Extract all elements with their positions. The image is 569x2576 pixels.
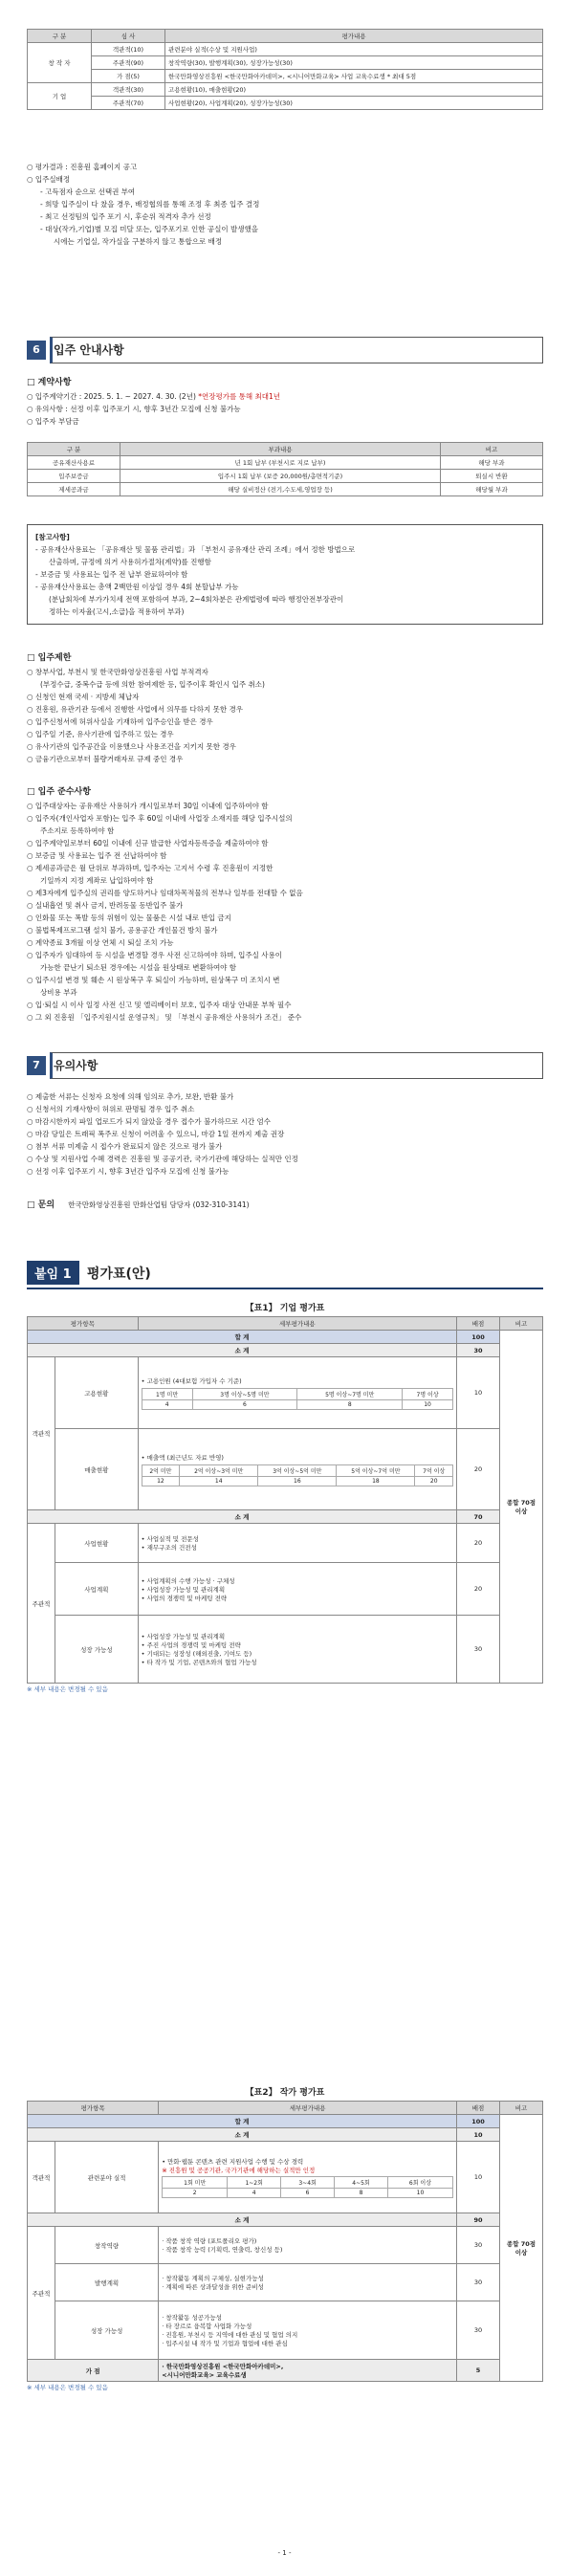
item-desc: • 고용인원 (4대보험 가입자 수 기준) [141, 1376, 242, 1385]
subtotal-score: 10 [457, 2128, 500, 2142]
category-label: 주관적 [28, 1524, 55, 1684]
score-grid [162, 2176, 453, 2198]
item-max: 10 [457, 2142, 500, 2213]
item-desc: • 매출액 (최근년도 자료 반영) [141, 1453, 224, 1462]
group-cell: 기 업 [28, 83, 92, 110]
content-cell: 사업현황(20), 사업계획(20), 성장가능성(30) [165, 97, 543, 110]
item-desc: • 사업성장 가능성 및 관리계획 [141, 1633, 226, 1640]
annex-title: 평가표(안) [86, 1266, 151, 1282]
col-header: 평가항목 [28, 1317, 139, 1331]
score-range: 3~4회 [281, 2176, 335, 2188]
score-range: 3억 이상~5억 미만 [258, 1464, 337, 1476]
restrict-line: ○ 입주일 기준, 유사기관에 입주하고 있는 경우 [27, 730, 174, 738]
fee-table [27, 442, 543, 496]
subtotal-label: 소 계 [28, 2128, 457, 2142]
item-max: 30 [457, 2227, 500, 2264]
score-range: 3명 이상~5명 미만 [192, 1388, 297, 1399]
type-cell: 주관적(70) [92, 97, 165, 110]
fee-cell: 해당 실비정산 (전기,수도세,영업장 등) [120, 483, 441, 496]
total-label: 합 계 [28, 2115, 457, 2128]
restrict-line: ○ 유사기관의 입주공간을 이용했으나 사용조건을 지키지 못한 경우 [27, 742, 236, 751]
reference-line: - 공유재산사용료는 「공유재산 및 물품 관리법」과 「부천시 공유재산 관리 조례」에서 정한 방법으로 [35, 545, 356, 554]
process-line: - 희망 입주실이 다 찼을 경우, 배정협의를 통해 조정 후 최종 입주 결정 [40, 200, 260, 209]
score-value: 8 [335, 2188, 388, 2197]
comply-line: ○ 입주시설 변경 및 훼손 시 원상복구 후 퇴실이 가능하며, 원상복구 미 조치시 변 [27, 976, 280, 984]
type-cell: 객관적(10) [92, 43, 165, 56]
col-header: 비고 [500, 1317, 543, 1331]
group-cell: 창 작 자 [28, 43, 92, 83]
col-header: 평가항목 [28, 2102, 159, 2115]
restrict-line: (부정수급, 중복수급 등에 의한 참여제한 등, 입주이후 확인시 입주 취소) [40, 680, 265, 689]
score-range: 5명 이상~7명 미만 [297, 1388, 403, 1399]
score-range: 6회 이상 [387, 2176, 452, 2188]
item-max: 30 [457, 1616, 500, 1684]
category-label: 주관적 [28, 2227, 55, 2360]
item-note: ※ 진흥원 및 공공기관, 국가기관에 해당하는 실적만 인정 [162, 2166, 316, 2174]
artist-eval-table [27, 2101, 543, 2382]
top-eval-table [27, 29, 543, 110]
company-eval-table [27, 1316, 543, 1684]
score-range: 5억 이상~7억 미만 [337, 1464, 415, 1476]
content-cell: 창작역량(30), 발행계획(30), 성장가능성(30) [165, 56, 543, 70]
section-title: 유의사항 [54, 1059, 98, 1072]
fee-cell: 퇴실시 반환 [441, 470, 543, 483]
content-cell: 한국만화영상진흥원 <한국만화아카데미>, <시니어만화교육> 사업 교육수료생 * 최대 5점 [165, 70, 543, 83]
top-eval-table-wrap [27, 29, 543, 110]
item-desc: • 사업성장 가능성 및 관리계획 [141, 1585, 226, 1594]
restrict-section [27, 650, 543, 765]
score-range: 1회 미만 [163, 2176, 228, 2188]
col-header: 세부평가내용 [138, 1317, 456, 1331]
subtotal-score: 90 [457, 2213, 500, 2227]
reference-box [27, 524, 543, 625]
item-label: 사업계획 [55, 1563, 139, 1616]
comply-line: ○ 입·퇴실 시 이사 일정 사전 신고 및 엘리베이터 보호, 입주자 대상 안내문 부착 필수 [27, 1001, 292, 1009]
score-grid [142, 1464, 453, 1486]
category-label: 객관적 [28, 2142, 55, 2213]
col-header: 구 분 [28, 30, 92, 43]
comply-line: ○ 제3자에게 입주실의 권리를 양도하거나 임대차목적물의 전부나 일부를 전대할 수 없음 [27, 889, 303, 897]
section-7-header [27, 1052, 543, 1079]
note-line: ○ 마감 당일은 트래픽 폭주로 신청이 어려울 수 있으니, 마감 1일 전까지 제출 권장 [27, 1130, 285, 1138]
score-range: 4~5회 [335, 2176, 388, 2188]
score-value: 6 [192, 1399, 297, 1409]
item-desc: • 만화·웹툰 콘텐츠 관련 지원사업 수행 및 수상 경력 [162, 2157, 304, 2166]
item-desc: · 창작활동 계획의 구체성, 실현가능성 [162, 2275, 264, 2282]
bonus-label: 가 점 [28, 2360, 159, 2382]
process-line: - 최고 선정팀의 입주 포기 시, 후순위 적격자 추가 선정 [40, 212, 211, 221]
section-6-header [27, 337, 543, 363]
contract-extension-note: *연장평가를 통해 최대1년 [198, 392, 281, 401]
fee-cell: 해당월 부과 [441, 483, 543, 496]
score-range: 1~2회 [228, 2176, 281, 2188]
subtotal-label: 소 계 [28, 1510, 457, 1524]
item-desc: · 한국만화영상진흥원 <한국만화아카데미>, [162, 2363, 284, 2370]
item-max: 30 [457, 2264, 500, 2301]
comply-line: 상비용 부과 [40, 988, 77, 997]
item-desc: · 작품 창작 역량 (포트폴리오 평가) [162, 2237, 257, 2245]
section-title: 입주 안내사항 [54, 343, 124, 357]
score-value: 10 [403, 1399, 453, 1409]
remark-cell: 종합 70점 이상 [500, 1331, 543, 1684]
comply-line: ○ 보증금 및 사용료는 입주 전 선납하여야 함 [27, 851, 167, 860]
subtotal-score: 30 [457, 1344, 500, 1357]
score-value: 8 [297, 1399, 403, 1409]
item-desc: • 사업의 경쟁력 및 마케팅 전략 [141, 1594, 228, 1602]
col-header: 비고 [441, 443, 543, 456]
footnote: ※ 세부 내용은 변경될 수 있음 [27, 1685, 108, 1693]
process-line: ○ 입주실배정 [27, 175, 71, 184]
category-label: 객관적 [28, 1357, 55, 1510]
item-desc: • 기대되는 성장성 (해외진출, 기여도 등) [141, 1650, 252, 1658]
score-value: 18 [337, 1476, 415, 1486]
total-score: 100 [457, 2115, 500, 2128]
comply-line: ○ 계약종료 3개월 이상 연체 시 퇴실 조치 가능 [27, 938, 174, 947]
item-desc: • 사업계획의 수행 가능성 · 구체성 [141, 1576, 235, 1585]
col-header: 비고 [500, 2102, 543, 2115]
col-header: 세부평가내용 [159, 2102, 457, 2115]
item-desc: · 입주시설 내 작가 및 기업과 협업에 대한 관심 [162, 2340, 288, 2347]
reference-line: 산출하며, 규정에 의거 사용허가절차(계약)를 진행함 [49, 558, 211, 566]
process-line: - 고득점자 순으로 선택권 부여 [40, 187, 136, 196]
score-value: 4 [142, 1399, 192, 1409]
artist-eval-table-wrap [27, 2085, 543, 2393]
item-max: 20 [457, 1429, 500, 1510]
fee-cell: 해당 부과 [441, 456, 543, 470]
score-range: 2억 이상~3억 미만 [180, 1464, 258, 1476]
annex-badge: 붙임 1 [27, 1261, 79, 1285]
restrict-line: ○ 창부사업, 부천시 및 한국만화영상진흥원 사업 부적격자 [27, 668, 208, 676]
comply-line: ○ 입주대상자는 공유재산 사용허가 개시일로부터 30일 이내에 입주하여야 함 [27, 802, 269, 810]
col-header: 배점 [457, 2102, 500, 2115]
type-cell: 가 점(5) [92, 70, 165, 83]
score-value: 12 [142, 1476, 180, 1486]
section-number: 7 [27, 1056, 46, 1075]
fee-table-wrap [27, 442, 543, 496]
note-line: ○ 첨부 서류 미제출 시 접수가 완료되지 않은 것으로 평가 불가 [27, 1142, 223, 1151]
comply-line: ○ 제세공과금은 월 단위로 부과하며, 입주자는 고지서 수령 후 진흥원이 지정한 [27, 864, 274, 872]
contract-line: ○ 입주자 부담금 [27, 417, 79, 426]
restrict-line: ○ 입주신청서에 허위사실을 기재하여 입주승인을 받은 경우 [27, 717, 213, 726]
comply-line: ○ 입주계약일로부터 60일 이내에 신규 발급한 사업자등록증을 제출하여야 함 [27, 839, 269, 848]
comply-line: ○ 불법복제프로그램 설치 불가, 공용공간 개인물건 방치 불가 [27, 926, 218, 935]
header-frame [50, 1052, 543, 1079]
comply-line: 가능한 끝난기 퇴소된 경우에는 시설을 원상태로 변환하여야 함 [40, 963, 237, 972]
contract-line: ○ 유의사항 : 선정 이후 입주포기 시, 향후 3년간 모집에 신청 불가능 [27, 405, 241, 413]
restrict-line: ○ 금융기관으로부터 불량거래자로 규제 중인 경우 [27, 755, 184, 763]
comply-line: 주소지로 등록하여야 함 [40, 826, 115, 835]
note-line: ○ 제출한 서류는 신청자 요청에 의해 임의로 추가, 보완, 반환 불가 [27, 1092, 234, 1101]
item-desc: · 계획에 따른 상과달성을 위한 준비성 [162, 2283, 264, 2291]
col-header: 구 분 [28, 443, 120, 456]
score-range: 7억 이상 [415, 1464, 453, 1476]
note-line: ○ 선정 이후 입주포기 시, 향후 3년간 입주자 모집에 신청 불가능 [27, 1167, 230, 1176]
fee-cell: 공유재산사용료 [28, 456, 120, 470]
reference-line: (분납회차에 부가가치세 전액 포함하여 부과, 2~4회차분은 관계법령에 따라 행정안전부장관이 [49, 595, 344, 604]
score-value: 10 [387, 2188, 452, 2197]
annex-rule [27, 1288, 543, 1289]
reference-line: - 보증금 및 사용료는 입주 전 납부 완료하여야 함 [35, 570, 188, 579]
contact-label: □ 문의 [27, 1200, 55, 1210]
comply-line: ○ 입주자가 임대하여 등 시설을 변경할 경우 사전 신고하여야 하며, 입주실 사용이 [27, 951, 282, 959]
reference-line: 정하는 이자율(고시,소급)을 적용하여 부과) [49, 607, 185, 616]
item-max: 5 [457, 2360, 500, 2382]
page-number: - 1 - [277, 2549, 292, 2557]
type-cell: 객관적(30) [92, 83, 165, 97]
process-line: - 대상(작가,기업)별 모집 미달 또는, 입주포기로 인한 공실이 발생했을 [40, 225, 259, 233]
footnote: ※ 세부 내용은 변경될 수 있음 [27, 2384, 108, 2391]
score-value: 16 [258, 1476, 337, 1486]
comply-title: □ 입주 준수사항 [27, 787, 91, 797]
process-line: 시에는 기업실, 작가실을 구분하지 않고 통합으로 배정 [54, 237, 223, 246]
score-range: 7명 이상 [403, 1388, 453, 1399]
item-label: 발행계획 [55, 2264, 159, 2301]
item-desc: • 타 작가 및 기업, 콘텐츠와의 협업 가능성 [141, 1659, 257, 1666]
item-label: 고용현황 [55, 1357, 139, 1429]
comply-line: 기일까지 지정 계좌로 납입하여야 함 [40, 876, 154, 885]
content-cell: 고용현황(10), 매출현황(20) [165, 83, 543, 97]
score-value: 20 [415, 1476, 453, 1486]
item-desc: • 재무구조의 건전성 [141, 1544, 197, 1552]
type-cell: 주관적(90) [92, 56, 165, 70]
score-value: 2 [163, 2188, 228, 2197]
item-max: 20 [457, 1524, 500, 1563]
item-label: 관련분야 실적 [55, 2142, 159, 2213]
comply-line: ○ 그 외 진흥원 「입주지원시설 운영규칙」 및 「부천시 공유재산 사용허가 조건」 준수 [27, 1013, 302, 1022]
fee-cell: 입주시 1회 납부 (보증 20,000원/총면적기준) [120, 470, 441, 483]
item-max: 30 [457, 2301, 500, 2360]
item-desc: <시니어만화교육> 교육수료생 [162, 2371, 247, 2379]
fee-cell: 제세공과금 [28, 483, 120, 496]
item-label: 창작역량 [55, 2227, 159, 2264]
section-number: 6 [27, 341, 46, 360]
item-max: 20 [457, 1563, 500, 1616]
note-line: ○ 신청서의 기재사항이 허위로 판명될 경우 입주 취소 [27, 1105, 195, 1113]
col-header: 평가내용 [165, 30, 543, 43]
score-grid [142, 1388, 453, 1410]
item-label: 성장 가능성 [55, 1616, 139, 1684]
item-desc: • 사업실적 및 전문성 [141, 1535, 199, 1543]
item-label: 사업현황 [55, 1524, 139, 1563]
subtotal-label: 소 계 [28, 1344, 457, 1357]
comply-section [27, 784, 543, 1024]
score-value: 14 [180, 1476, 258, 1486]
annex-header [27, 1261, 543, 1289]
subtotal-label: 소 계 [28, 2213, 457, 2227]
fee-cell: 년 1회 납부 (부천시로 지로 납부) [120, 456, 441, 470]
col-header: 심 사 [92, 30, 165, 43]
score-value: 6 [281, 2188, 335, 2197]
item-label: 성장 가능성 [55, 2301, 159, 2360]
item-desc: · 타 장르로 융복합 사업화 가능성 [162, 2323, 252, 2330]
item-desc: · 작품 창작 능력 (기획력, 연출력, 창신성 등) [162, 2246, 283, 2254]
fee-cell: 입주보증금 [28, 470, 120, 483]
reference-title: [참고사항] [35, 533, 70, 541]
contract-section [27, 375, 543, 428]
table-title: 【표1】 기업 평가표 [245, 1304, 325, 1313]
col-header: 부과내용 [120, 443, 441, 456]
score-range: 2억 미만 [142, 1464, 180, 1476]
contract-period: ○ 입주계약기간 : 2025. 5. 1. ~ 2027. 4. 30. (2년) [27, 392, 196, 401]
restrict-line: ○ 진흥원, 유관기관 등에서 진행한 사업에서 의무를 다하지 못한 경우 [27, 705, 243, 714]
comply-line: ○ 실내흡연 및 취사 금지, 반려동물 동반입주 불가 [27, 901, 184, 910]
company-eval-table-wrap [27, 1301, 543, 1695]
restrict-line: ○ 신청인 현재 국세 · 지방세 체납자 [27, 693, 140, 701]
comply-line: ○ 인화물 또는 폭발 등의 위험이 있는 물품은 시설 내로 반입 금지 [27, 914, 231, 922]
subtotal-score: 70 [457, 1510, 500, 1524]
restrict-title: □ 입주제한 [27, 653, 72, 663]
item-max: 10 [457, 1357, 500, 1429]
notes-section [27, 1090, 543, 1178]
item-desc: · 진흥원, 부천시 등 지역에 대한 관심 및 협업 의지 [162, 2331, 298, 2339]
comply-line: ○ 입주자(개인사업자 포함)는 입주 후 60일 이내에 사업장 소재지를 해당 입주시설의 [27, 814, 293, 823]
col-header: 배점 [457, 1317, 500, 1331]
contact-section [27, 1198, 543, 1213]
remark-cell: 종합 70점 이상 [500, 2115, 543, 2382]
process-section [27, 161, 543, 248]
total-score: 100 [457, 1331, 500, 1344]
item-desc: • 주진 사업의 경쟁력 및 마케팅 전략 [141, 1641, 241, 1649]
process-line: ○ 평가결과 : 진흥원 홈페이지 공고 [27, 163, 138, 171]
score-value: 4 [228, 2188, 281, 2197]
score-range: 1명 미만 [142, 1388, 192, 1399]
item-desc: · 창작활동 성공가능성 [162, 2314, 222, 2322]
item-label: 매출현황 [55, 1429, 139, 1510]
contact-text: 한국만화영상진흥원 만화산업팀 담당자 (032-310-3141) [68, 1200, 250, 1209]
note-line: ○ 마감시한까지 파일 업로드가 되지 않았을 경우 접수가 불가하므로 시간 엄수 [27, 1117, 271, 1126]
contract-title: □ 계약사항 [27, 378, 72, 387]
content-cell: 관련분야 실적(수상 및 지원사업) [165, 43, 543, 56]
total-label: 합 계 [28, 1331, 457, 1344]
reference-line: - 공유재산사용료는 총액 2백만원 이상일 경우 4회 분할납부 가능 [35, 583, 239, 591]
note-line: ○ 수상 및 지원사업 수혜 경력은 진흥원 및 공공기관, 국가기관에 해당하는 실적만 인정 [27, 1155, 298, 1163]
table-title: 【표2】 작가 평가표 [245, 2088, 325, 2098]
